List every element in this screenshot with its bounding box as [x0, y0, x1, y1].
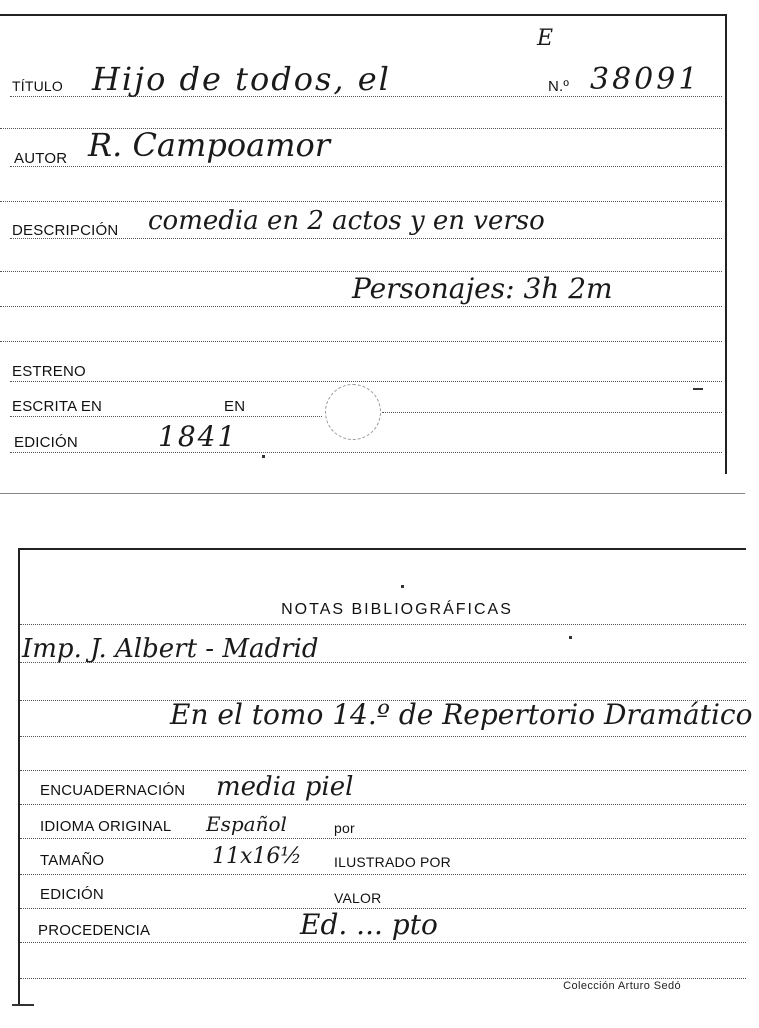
catalog-card-back: [18, 548, 753, 1006]
corner-mark: E: [537, 26, 554, 51]
titulo-label: TÍTULO: [12, 78, 63, 94]
ink-speck: [12, 1004, 34, 1006]
ink-speck: [569, 636, 572, 639]
personajes-value: Personajes: 3h 2m: [352, 272, 613, 305]
rule: [0, 341, 722, 342]
procedencia-value: Ed. ... pto: [300, 908, 438, 941]
en-label: EN: [224, 398, 246, 415]
edicion-label-back: EDICIÓN: [40, 886, 104, 903]
rule: [10, 452, 722, 453]
rule: [10, 381, 722, 382]
autor-value: R. Campoamor: [88, 126, 331, 164]
idioma-label: IDIOMA ORIGINAL: [40, 818, 172, 835]
autor-label: AUTOR: [14, 150, 68, 167]
edicion-value: 1841: [158, 420, 238, 453]
rule: [0, 201, 722, 202]
procedencia-label: PROCEDENCIA: [38, 922, 151, 939]
rule: [10, 166, 722, 167]
note-line-2: En el tomo 14.º de Repertorio Dramático: [170, 698, 753, 731]
rule: [382, 412, 722, 413]
ilustrado-label: ILUSTRADO POR: [334, 854, 451, 870]
rule: [20, 978, 746, 979]
rule: [20, 624, 746, 625]
encuadernacion-label: ENCUADERNACIÓN: [40, 782, 186, 799]
ink-speck: [401, 585, 404, 588]
card-divider: [0, 493, 745, 494]
numero-value: 38091: [590, 62, 701, 97]
rule: [20, 838, 746, 839]
numero-label: N.º: [548, 78, 570, 95]
rule: [20, 874, 746, 875]
estreno-label: ESTRENO: [12, 363, 86, 380]
idioma-value: Español: [206, 812, 287, 836]
descripcion-label: DESCRIPCIÓN: [12, 222, 119, 239]
titulo-value: Hijo de todos, el: [92, 60, 391, 98]
tamano-label: TAMAÑO: [40, 852, 105, 869]
encuadernacion-value: media piel: [216, 772, 354, 802]
rule: [0, 306, 722, 307]
stamp-circle: [325, 384, 381, 440]
rule: [20, 770, 746, 771]
notas-heading: NOTAS BIBLIOGRÁFICAS: [281, 601, 513, 618]
descripcion-value: comedia en 2 actos y en verso: [148, 206, 545, 236]
ink-speck: [262, 455, 265, 458]
note-line-1: Imp. J. Albert - Madrid: [22, 634, 319, 664]
ink-speck: [693, 388, 703, 390]
por-label: por: [334, 820, 355, 836]
escrita-label: ESCRITA EN: [12, 398, 103, 415]
rule: [10, 416, 322, 417]
collection-footer: Colección Arturo Sedó: [563, 980, 681, 992]
tamano-value: 11x16½: [212, 844, 302, 869]
valor-label: VALOR: [334, 890, 382, 906]
rule: [20, 942, 746, 943]
rule: [20, 736, 746, 737]
edicion-label: EDICIÓN: [14, 434, 78, 451]
rule: [20, 804, 746, 805]
